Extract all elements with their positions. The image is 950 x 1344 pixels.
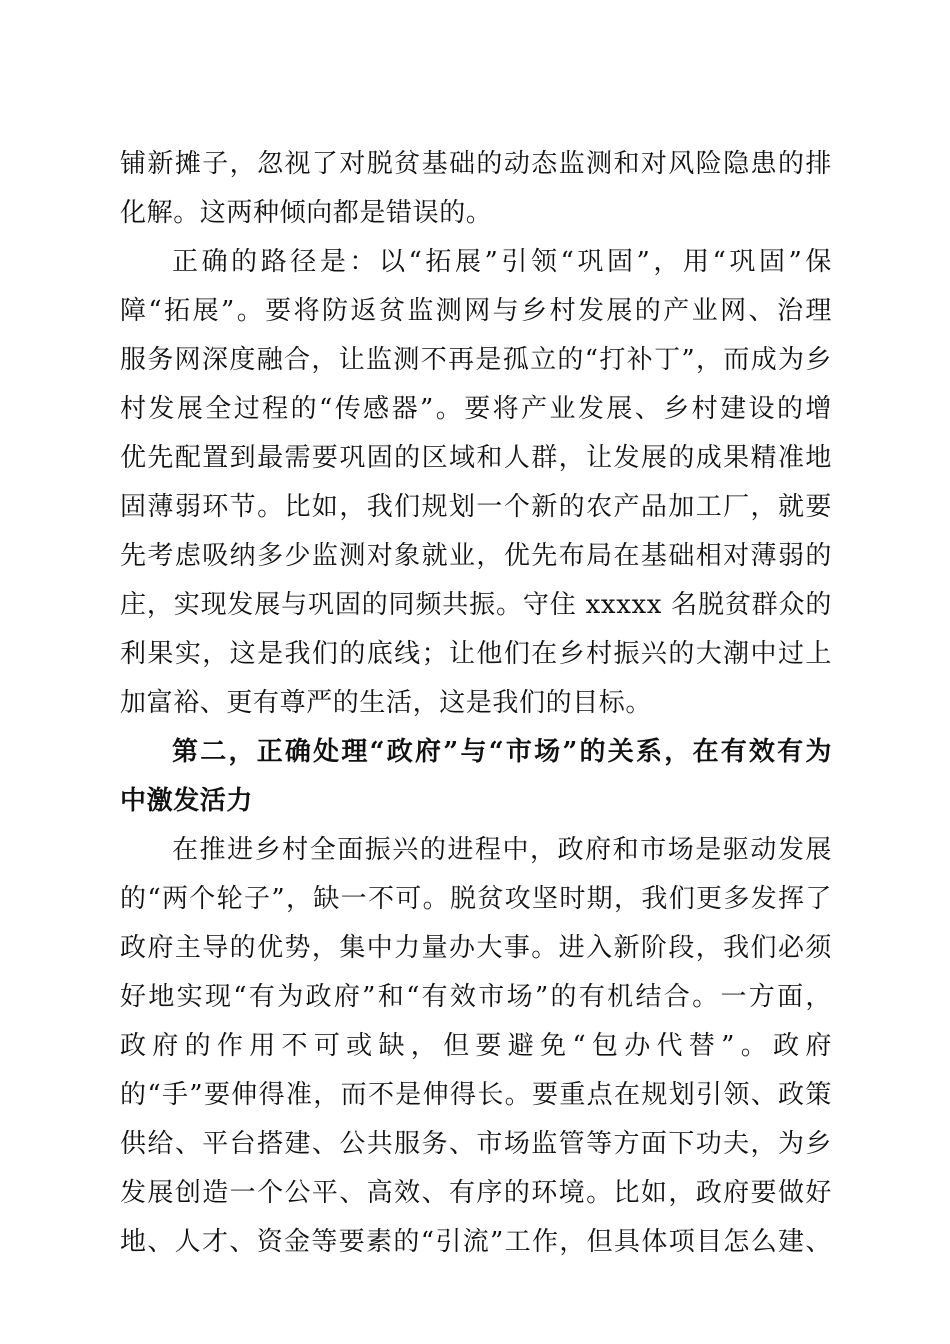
text-line: 化解。这两种倾向都是错误的。 — [120, 198, 493, 228]
text-line: 好地实现“有为政府”和“有效市场”的有机结合。一方面， — [120, 982, 832, 1012]
text-line: 优先配置到最需要巩固的区域和人群，让发展的成果精准地 — [120, 443, 832, 473]
text-line: 村发展全过程的“传感器”。要将产业发展、乡村建设的增 — [120, 394, 832, 424]
text-line: 加富裕、更有尊严的生活，这是我们的目标。 — [120, 688, 653, 718]
text-line: 固薄弱环节。比如，我们规划一个新的农产品加工厂，就要 — [120, 492, 832, 522]
text-line: 政府的作用不可或缺，但要避免“包办代替”。政府 — [120, 1031, 832, 1061]
paragraph-correct-path — [120, 238, 832, 728]
section-heading — [120, 728, 832, 826]
paragraph-continuation — [120, 140, 832, 238]
text-line: 服务网深度融合，让监测不再是孤立的“打补丁”，而成为乡 — [120, 345, 832, 375]
text-line: 供给、平台搭建、公共服务、市场监管等方面下功夫，为乡 — [120, 1129, 832, 1159]
text-line: 的“手”要伸得准，而不是伸得长。要重点在规划引领、政策 — [120, 1080, 832, 1110]
text-line: 先考虑吸纳多少监测对象就业，优先布局在基础相对薄弱的 — [120, 541, 832, 571]
text-line: 利果实，这是我们的底线；让他们在乡村振兴的大潮中过上 — [120, 639, 832, 669]
text-line: 地、人才、资金等要素的“引流”工作，但具体项目怎么建、 — [120, 1227, 832, 1257]
text-line: 在推进乡村全面振兴的进程中，政府和市场是驱动发展 — [172, 835, 832, 865]
heading-line: 中激发活力 — [120, 786, 254, 816]
document-body — [120, 140, 832, 1267]
text-line: 铺新摊子，忽视了对脱贫基础的动态监测和对风险隐患的排 — [120, 149, 832, 179]
text-line: 发展创造一个公平、高效、有序的环境。比如，政府要做好 — [120, 1178, 832, 1208]
text-line: 的“两个轮子”，缺一不可。脱贫攻坚时期，我们更多发挥了 — [120, 884, 832, 914]
text-line: 障“拓展”。要将防返贫监测网与乡村发展的产业网、治理 — [120, 296, 832, 326]
text-line: 政府主导的优势，集中力量办大事。进入新阶段，我们必须 — [120, 933, 832, 963]
text-line: 正确的路径是：以“拓展”引领“巩固”，用“巩固”保 — [172, 247, 832, 277]
paragraph-government-market — [120, 826, 832, 1267]
text-line: 庄，实现发展与巩固的同频共振。守住 xxxxx 名脱贫群众的 — [120, 590, 832, 620]
heading-line: 第二，正确处理“政府”与“市场”的关系，在有效有为 — [172, 737, 832, 767]
